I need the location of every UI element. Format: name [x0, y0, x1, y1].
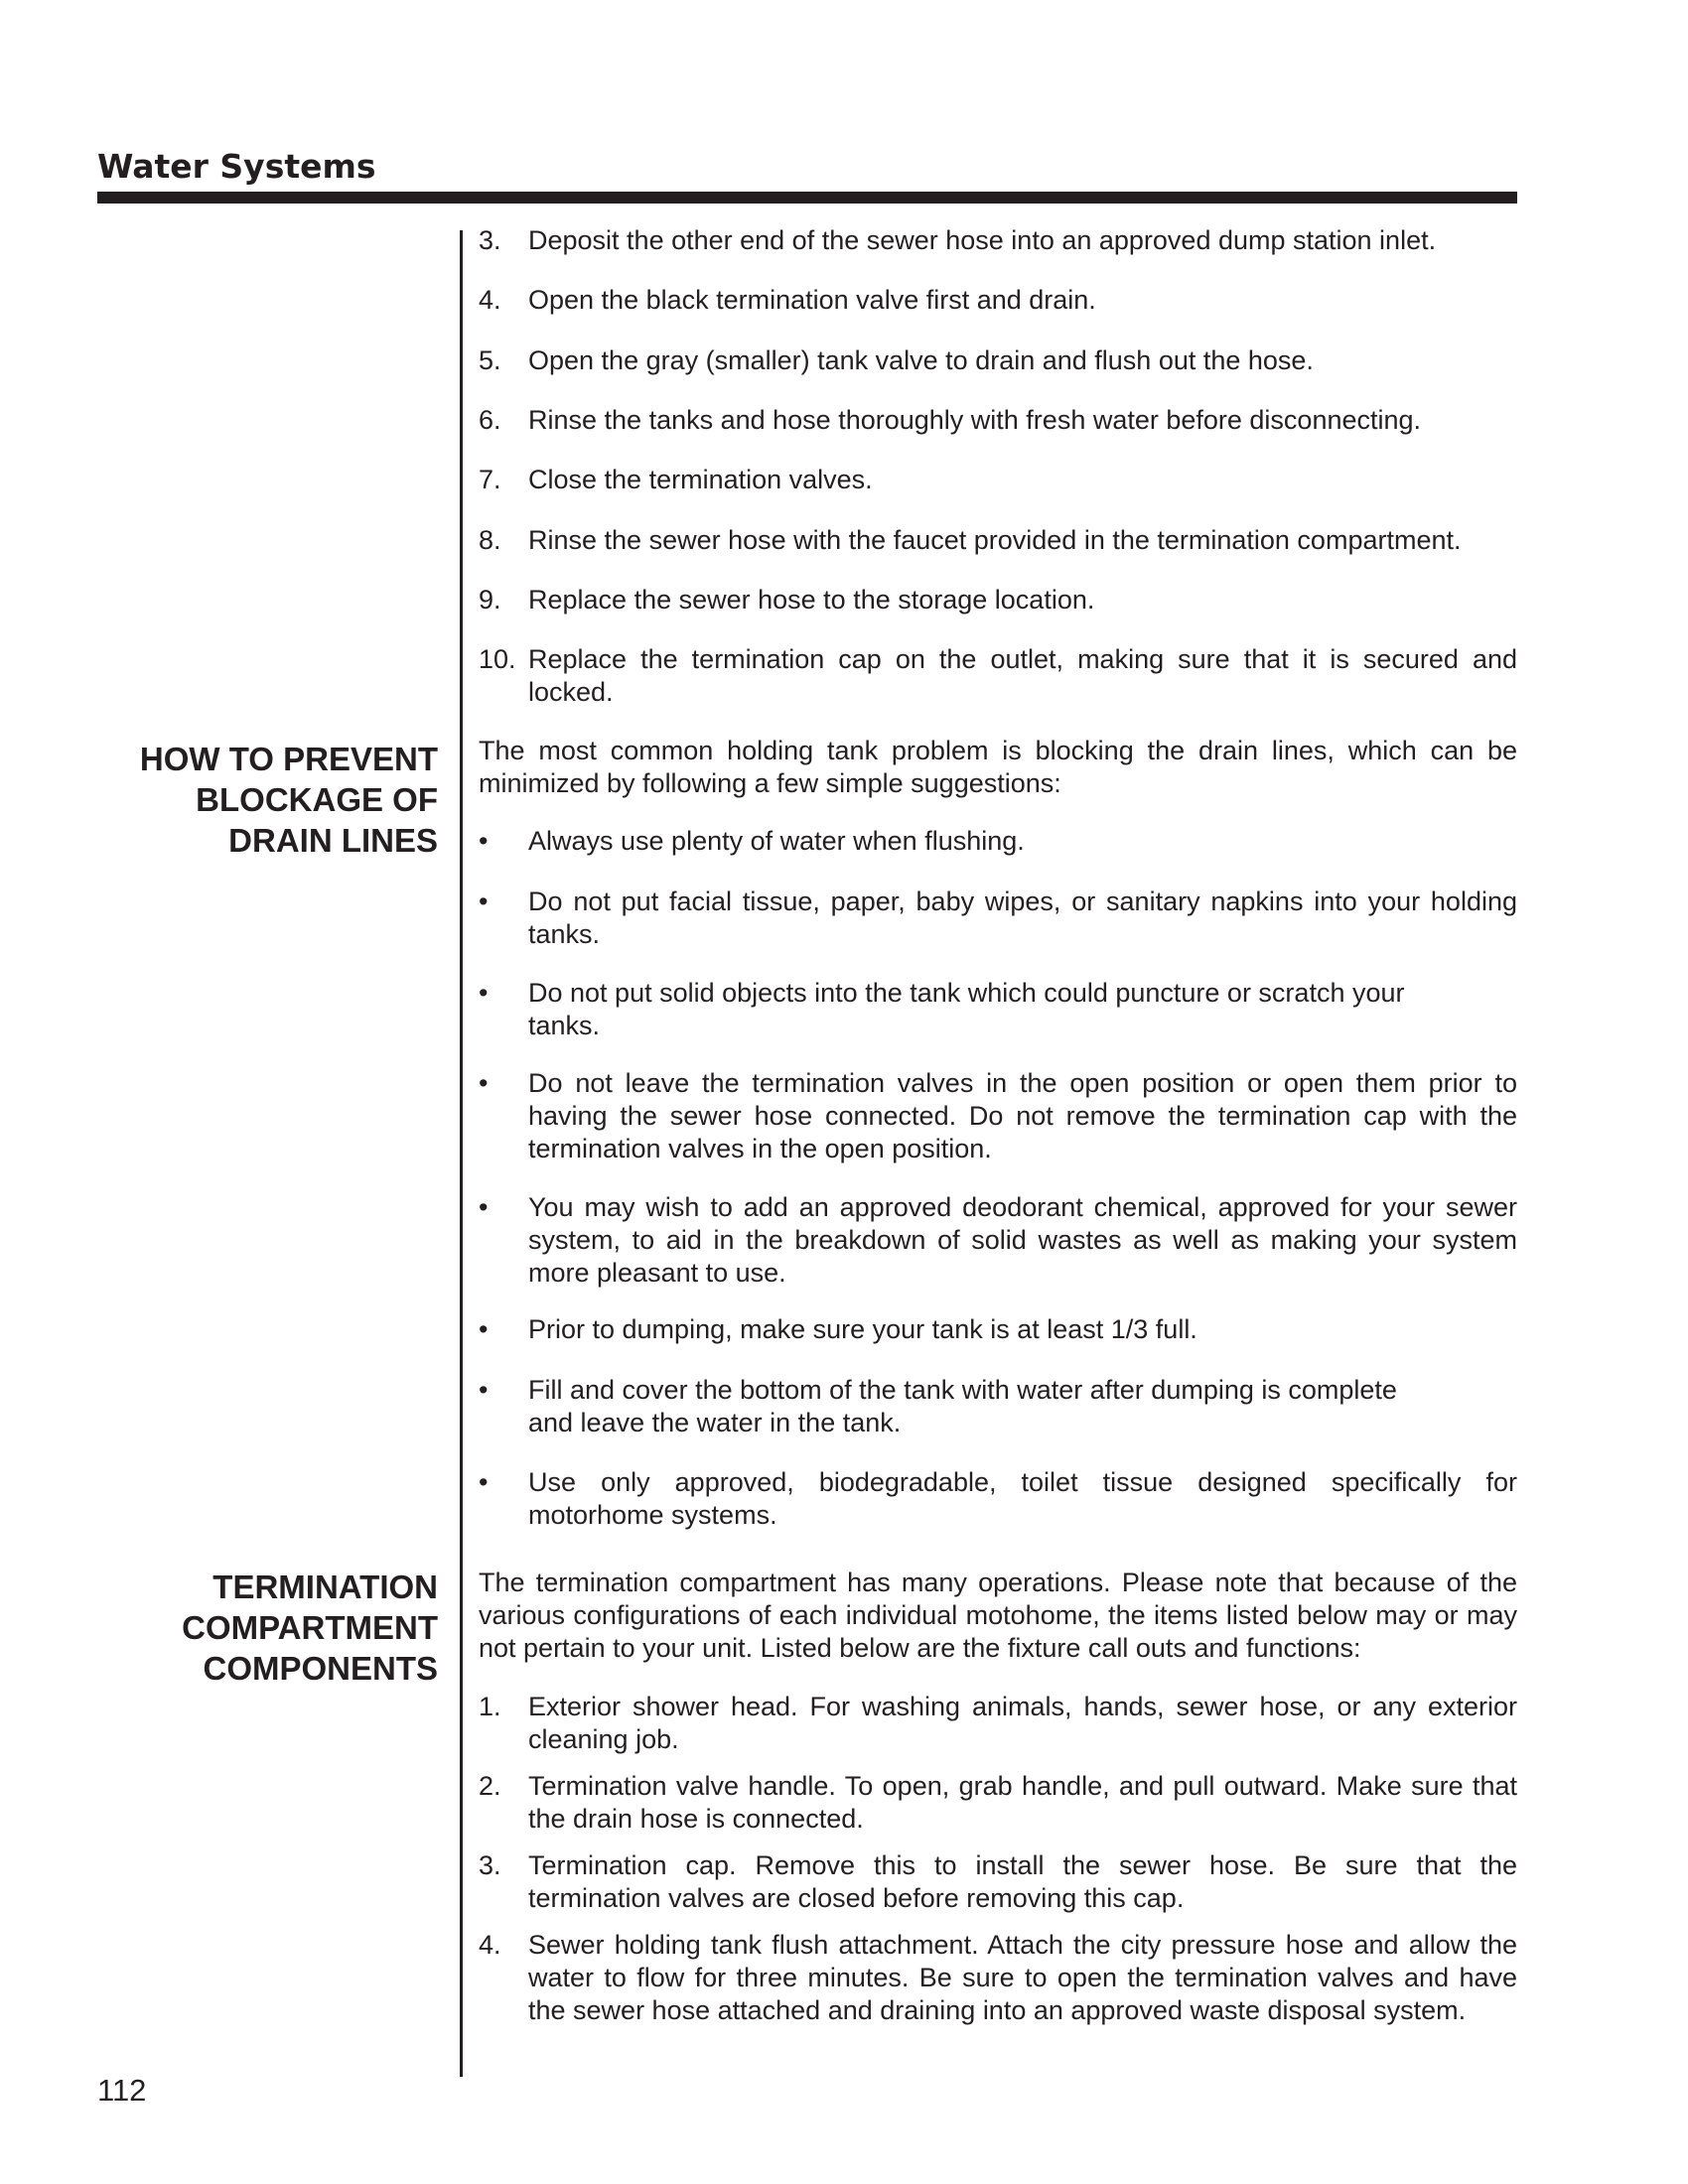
- section-heading-prevent-blockage: HOW TO PREVENT BLOCKAGE OF DRAIN LINES: [139, 741, 438, 859]
- step-number: 9.: [479, 585, 501, 614]
- list-item: [479, 1191, 1517, 1290]
- step-number: 7.: [479, 465, 501, 494]
- step-number: 5.: [479, 345, 501, 375]
- list-item: [479, 825, 1517, 858]
- list-item: [479, 1691, 1517, 1756]
- component-text: Termination cap. Remove this to install the sewer hose. Be sure that the termination valves are closed before removing this cap.: [528, 1850, 1517, 1913]
- step-text: Close the termination valves.: [528, 465, 873, 494]
- bullet-icon: •: [479, 1068, 489, 1098]
- list-item: [479, 464, 1517, 496]
- intro-paragraph: The most common holding tank problem is blocking the drain lines, which can be minimized by following a few simple suggestions:: [479, 736, 1517, 798]
- step-number: 6.: [479, 405, 501, 435]
- list-item: [479, 584, 1517, 616]
- step-text: Rinse the tanks and hose thoroughly with fresh water before disconnecting.: [528, 405, 1422, 435]
- list-item: [479, 1466, 1517, 1532]
- step-number: 8.: [479, 525, 501, 555]
- component-number: 2.: [479, 1771, 501, 1801]
- list-item: [479, 1929, 1517, 2027]
- bullet-icon: •: [479, 1192, 489, 1222]
- section-title: Water Systems: [97, 147, 376, 186]
- component-text: Termination valve handle. To open, grab handle, and pull outward. Make sure that the drain hose is connected.: [528, 1771, 1517, 1834]
- step-text: Replace the termination cap on the outlet, making sure that it is secured and locked.: [528, 644, 1517, 707]
- list-item: [479, 643, 1517, 709]
- component-number: 3.: [479, 1850, 501, 1880]
- title-rule: [97, 192, 1517, 204]
- bullet-text: Do not put facial tissue, paper, baby wipes, or sanitary napkins into your holding tanks.: [528, 887, 1517, 949]
- step-text: Open the gray (smaller) tank valve to drain and flush out the hose.: [528, 345, 1314, 375]
- list-item: [479, 224, 1517, 257]
- column-divider: [460, 230, 463, 2077]
- bullet-icon: •: [479, 978, 489, 1008]
- bullet-text: You may wish to add an approved deodorant chemical, approved for your sewer system, to aid in the breakdown of solid wastes as well as making your system more pleasant to use.: [528, 1192, 1517, 1288]
- bullet-text: Prior to dumping, make sure your tank is at least 1/3 full.: [528, 1314, 1197, 1344]
- step-number: 3.: [479, 225, 501, 255]
- bullet-text: Use only approved, biodegradable, toilet tissue designed specifically for motorhome systems.: [528, 1467, 1517, 1530]
- list-item: [479, 1770, 1517, 1836]
- step-number: 4.: [479, 285, 501, 315]
- step-text: Replace the sewer hose to the storage location.: [528, 585, 1095, 614]
- list-item: [479, 284, 1517, 317]
- component-number: 4.: [479, 1930, 501, 1960]
- bullet-icon: •: [479, 887, 489, 916]
- component-text: Sewer holding tank flush attachment. Attach the city pressure hose and allow the water to flow for three minutes. Be sure to open the termination valves and have the sewer hose attached and draining into an approved waste disposal system.: [528, 1930, 1517, 2025]
- bullet-text: Always use plenty of water when flushing.: [528, 826, 1025, 856]
- list-item: [479, 344, 1517, 377]
- list-item: [479, 1849, 1517, 1915]
- list-item: [479, 1313, 1517, 1346]
- bullet-icon: •: [479, 826, 489, 856]
- component-text: Exterior shower head. For washing animals, hands, sewer hose, or any exterior cleaning job.: [528, 1692, 1517, 1754]
- bullet-text: Do not leave the termination valves in the open position or open them prior to having the sewer hose connected. Do not remove the termination cap with the termination valves in the open position.: [528, 1068, 1517, 1163]
- page-number: 112: [97, 2073, 147, 2108]
- bullet-text: Fill and cover the bottom of the tank with water after dumping is complete and leave the water in the tank.: [528, 1375, 1397, 1437]
- list-item: [479, 1374, 1517, 1439]
- component-number: 1.: [479, 1692, 501, 1721]
- step-number: 10.: [479, 644, 516, 674]
- step-text: Deposit the other end of the sewer hose into an approved dump station inlet.: [528, 225, 1437, 255]
- step-text: Rinse the sewer hose with the faucet provided in the termination compartment.: [528, 525, 1462, 555]
- section-heading-termination-components: TERMINATION COMPARTMENT COMPONENTS: [182, 1569, 438, 1687]
- list-item: [479, 886, 1517, 951]
- list-item: [479, 1067, 1517, 1165]
- bullet-icon: •: [479, 1467, 489, 1497]
- intro-paragraph: The termination compartment has many operations. Please note that because of the various configurations of each individual motohome, the items listed below may or may not pertain to your unit. Listed below are the fixture call outs and functions:: [479, 1568, 1517, 1663]
- list-item: [479, 977, 1517, 1042]
- list-item: [479, 524, 1517, 557]
- step-text: Open the black termination valve first and drain.: [528, 285, 1096, 315]
- list-item: [479, 404, 1517, 437]
- bullet-text: Do not put solid objects into the tank which could puncture or scratch your tanks.: [528, 978, 1405, 1040]
- bullet-icon: •: [479, 1375, 489, 1405]
- bullet-icon: •: [479, 1314, 489, 1344]
